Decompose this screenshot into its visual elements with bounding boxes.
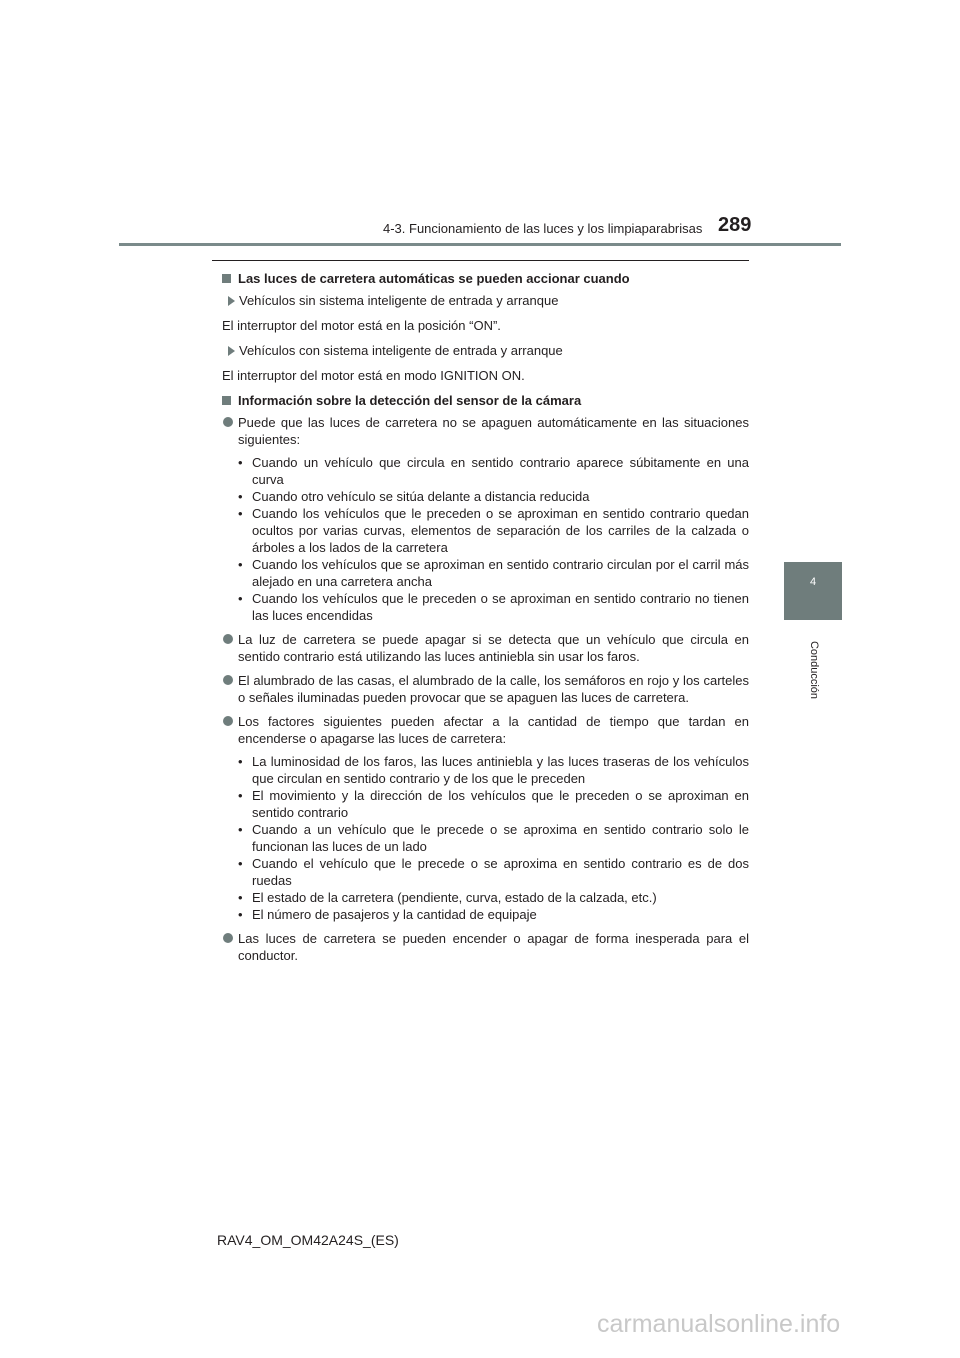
sub-list-item: • La luminosidad de los faros, las luces antiniebla y las luces traseras de los vehículos que circulan en sentido contrario y de los que le preceden — [238, 754, 749, 786]
sub-list-item: • El estado de la carretera (pendiente, curva, estado de la calzada, etc.) — [238, 890, 657, 905]
paragraph: El interruptor del motor está en modo IGNITION ON. — [222, 368, 525, 383]
bullet-text: Puede que las luces de carretera no se apaguen automáticamente en las situaciones siguientes: — [238, 415, 749, 447]
arrow-list-item — [222, 292, 749, 309]
sub-item-text: Cuando otro vehículo se sitúa delante a distancia reducida — [252, 489, 590, 504]
sub-item-text: La luminosidad de los faros, las luces antiniebla y las luces traseras de los vehículos que circulan en sentido contrario y de los que le preceden — [252, 754, 749, 786]
sub-list — [238, 454, 749, 624]
arrow-right-icon — [228, 296, 235, 306]
circle-bullet-icon — [223, 675, 233, 685]
chapter-side-label — [806, 630, 822, 710]
sub-item-text: Cuando los vehículos que le preceden o se aproximan en sentido contrario no tienen las luces encendidas — [252, 591, 749, 623]
content-divider — [212, 260, 749, 261]
circle-bullet-icon — [223, 634, 233, 644]
bullet-text: Los factores siguientes pueden afectar a la cantidad de tiempo que tardan en encenderse o apagarse las luces de carretera: — [238, 714, 749, 746]
sub-list — [238, 753, 749, 923]
arrow-right-icon — [228, 346, 235, 356]
arrow-item-text: Vehículos sin sistema inteligente de entrada y arranque — [239, 293, 559, 308]
arrow-item-text: Vehículos con sistema inteligente de entrada y arranque — [239, 343, 563, 358]
bullet-item — [222, 414, 749, 448]
circle-bullet-icon — [223, 716, 233, 726]
sub-item-text: Cuando los vehículos que le preceden o se aproximan en sentido contrario quedan ocultos por varias curvas, elementos de separación de los carriles de la calzada o árboles a los lados de la carretera — [252, 506, 749, 555]
chapter-tab-number: 4 — [809, 576, 817, 588]
bullet-text: La luz de carretera se puede apagar si se detecta que un vehículo que circula en sentido contrario está utilizando las luces antiniebla sin usar los faros. — [238, 632, 749, 664]
section-heading — [222, 270, 749, 287]
sub-item-text: Cuando los vehículos que se aproximan en sentido contrario circulan por el carril más alejado en una carretera ancha — [252, 557, 749, 589]
paragraph: El interruptor del motor está en la posición “ON”. — [222, 318, 501, 333]
sub-item-text: Cuando un vehículo que circula en sentido contrario aparece súbitamente en una curva — [252, 455, 749, 487]
footer-manual-code: RAV4_OM_OM42A24S_(ES) — [217, 1232, 399, 1248]
sub-list-item: • El movimiento y la dirección de los vehículos que le preceden o se aproximan en sentido contrario — [238, 788, 749, 820]
sub-item-text: El estado de la carretera (pendiente, curva, estado de la calzada, etc.) — [252, 890, 657, 905]
sub-list-item: • Cuando los vehículos que se aproximan en sentido contrario circulan por el carril más alejado en una carretera ancha — [238, 557, 749, 589]
sub-list-item: • Cuando un vehículo que circula en sentido contrario aparece súbitamente en una curva — [238, 455, 749, 487]
section-heading-text: Información sobre la detección del sensor de la cámara — [238, 393, 582, 408]
circle-bullet-icon — [223, 933, 233, 943]
chapter-side-label-text: Conducción — [808, 640, 820, 700]
chapter-tab — [784, 562, 842, 620]
sub-item-text: El movimiento y la dirección de los vehículos que le preceden o se aproximan en sentido contrario — [252, 788, 749, 820]
bullet-item — [222, 713, 749, 747]
header-divider — [119, 243, 841, 246]
square-bullet-icon — [222, 274, 231, 283]
sub-list-item: • Cuando los vehículos que le preceden o se aproximan en sentido contrario quedan ocultos por varias curvas, elementos de separación de los carriles de la calzada o árboles a los lados de la carretera — [238, 506, 749, 555]
sub-list-item: • Cuando a un vehículo que le precede o se aproxima en sentido contrario solo le funcionan las luces de un lado — [238, 822, 749, 854]
header-section-title: 4-3. Funcionamiento de las luces y los limpiaparabrisas — [383, 221, 703, 236]
sub-item-text: Cuando el vehículo que le precede o se aproxima en sentido contrario es de dos ruedas — [252, 856, 749, 888]
footer-watermark: carmanualsonline.info — [597, 1310, 841, 1338]
sub-list-item: • Cuando los vehículos que le preceden o se aproximan en sentido contrario no tienen las luces encendidas — [238, 591, 749, 623]
arrow-list-item — [222, 342, 749, 359]
page-number: 289 — [718, 214, 752, 236]
sub-list-item: • El número de pasajeros y la cantidad de equipaje — [238, 907, 537, 922]
page-content — [222, 270, 749, 971]
sub-list-item: • Cuando el vehículo que le precede o se aproxima en sentido contrario es de dos ruedas — [238, 856, 749, 888]
circle-bullet-icon — [223, 417, 233, 427]
bullet-item — [222, 930, 749, 964]
bullet-item — [222, 631, 749, 665]
section-heading — [222, 392, 749, 409]
bullet-item — [222, 672, 749, 706]
sub-item-text: Cuando a un vehículo que le precede o se aproxima en sentido contrario solo le funcionan las luces de un lado — [252, 822, 749, 854]
section-heading-text: Las luces de carretera automáticas se pueden accionar cuando — [238, 271, 630, 286]
bullet-text: El alumbrado de las casas, el alumbrado de la calle, los semáforos en rojo y los carteles o señales iluminadas pueden provocar que se apaguen las luces de carretera. — [238, 673, 749, 705]
sub-item-text: El número de pasajeros y la cantidad de equipaje — [252, 907, 537, 922]
sub-list-item: • Cuando otro vehículo se sitúa delante a distancia reducida — [238, 489, 590, 504]
square-bullet-icon — [222, 396, 231, 405]
bullet-text: Las luces de carretera se pueden encender o apagar de forma inesperada para el conductor. — [238, 931, 749, 963]
